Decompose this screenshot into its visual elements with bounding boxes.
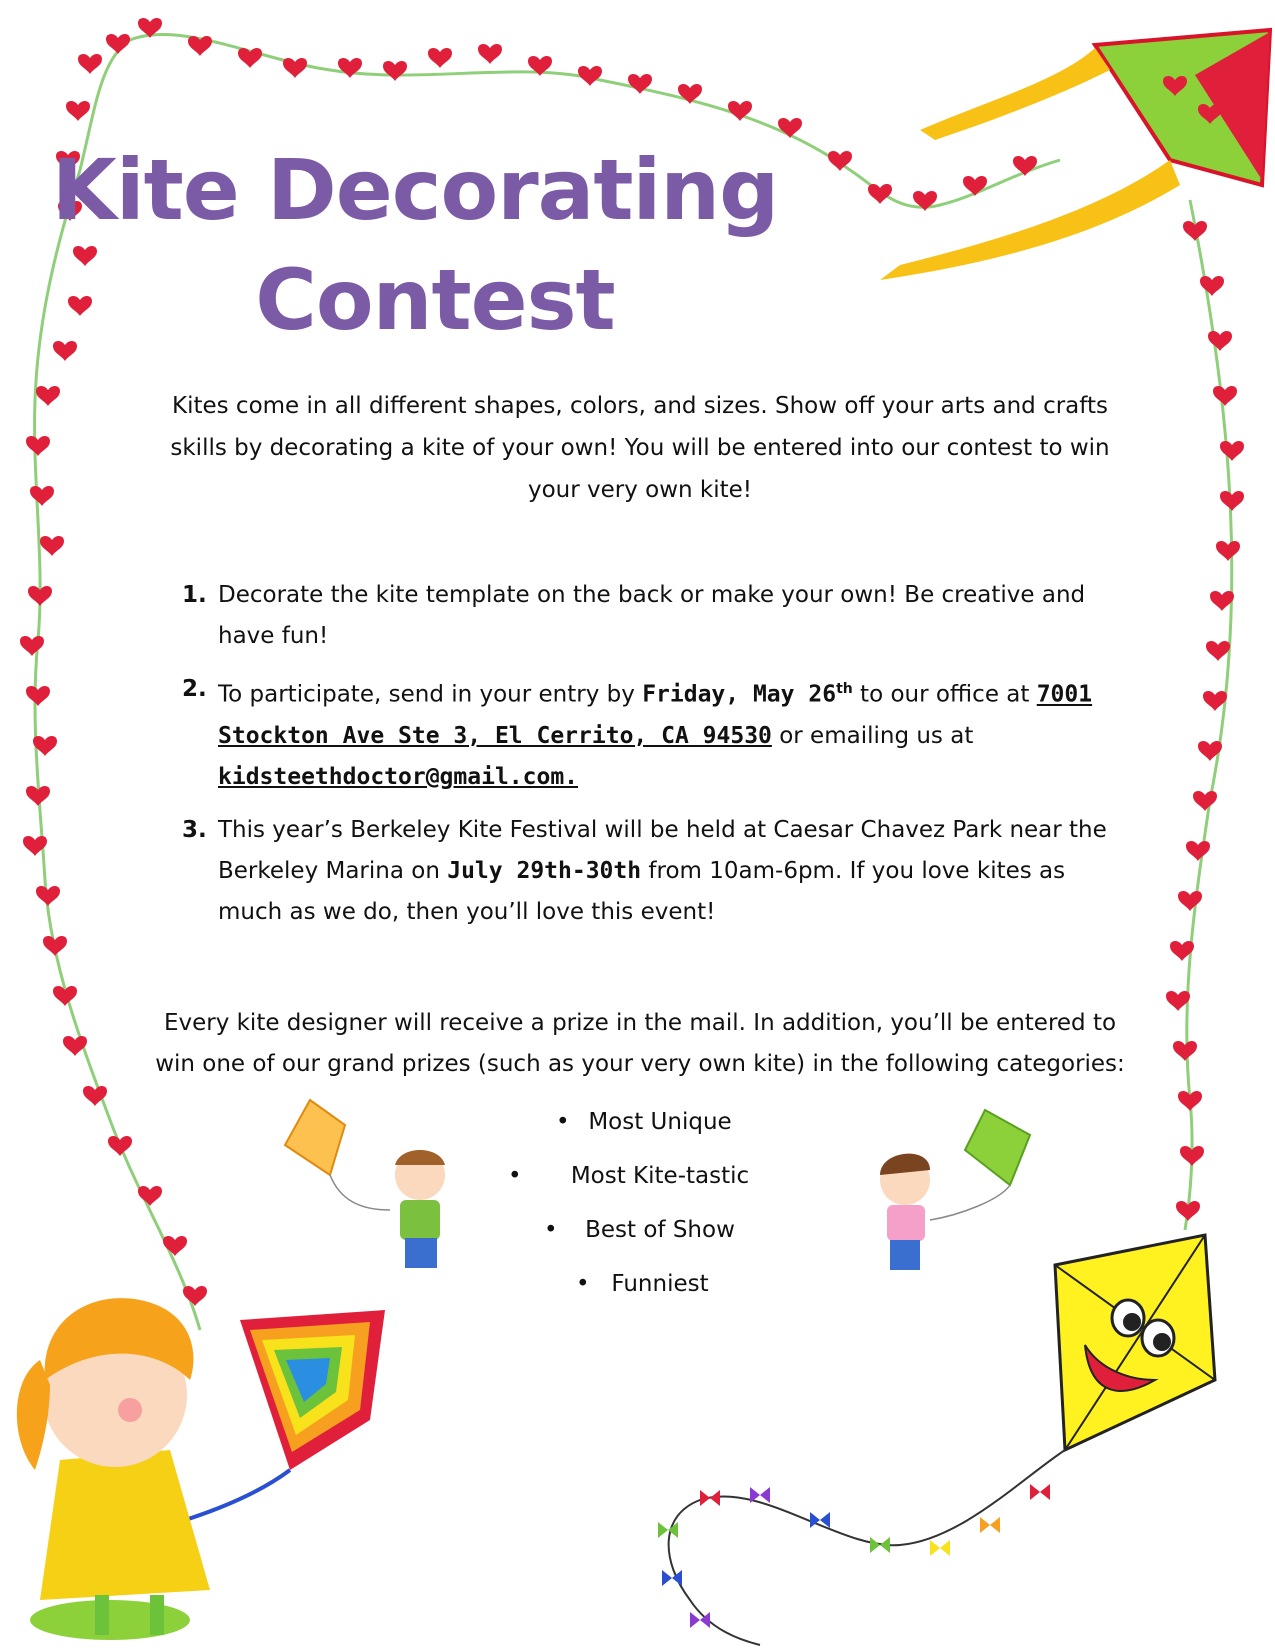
intro-paragraph: Kites come in all different shapes, colors, and sizes. Show off your arts and crafts skills by decorating a kite of your own! You will be entered into our contest to win your very own kite! xyxy=(170,393,1110,503)
step-number: 3. xyxy=(182,816,207,843)
deadline-date-suffix: th xyxy=(836,681,853,697)
step-2 xyxy=(170,669,1120,798)
category-item: • Funniest xyxy=(520,1257,800,1311)
step-text-mid: to our office at xyxy=(852,681,1037,708)
title-line-2: Contest xyxy=(255,251,615,349)
steps-list xyxy=(170,575,1120,945)
deadline-date: Friday, May 26 xyxy=(642,681,837,708)
step-1 xyxy=(170,575,1120,657)
office-address: 7001 Stockton Ave Ste 3, El Cerrito, CA 94530 xyxy=(218,681,1093,749)
festival-dates: July 29th-30th xyxy=(447,857,642,884)
step-text: Decorate the kite template on the back or make your own! Be creative and have fun! xyxy=(218,582,1086,649)
step-text-post: from 10am-6pm. If you love kites as much as we do, then you’ll love this event! xyxy=(218,857,1066,925)
step-text-or: or emailing us at xyxy=(771,722,974,749)
girl-with-green-kite-illustration xyxy=(880,1110,1030,1270)
category-item: • Most Unique xyxy=(520,1095,800,1149)
category-item: • Most Kite-tastic xyxy=(520,1149,800,1203)
step-text-pre: To participate, send in your entry by xyxy=(218,681,643,708)
prizes-paragraph: Every kite designer will receive a prize in the mail. In addition, you’ll be entered to win one of our grand prizes (such as your very own kite) in the following categories: xyxy=(155,1010,1125,1077)
boy-with-kite-illustration xyxy=(285,1100,445,1268)
step-3 xyxy=(170,810,1120,933)
page-title xyxy=(0,135,830,355)
green-kite-icon xyxy=(880,30,1270,280)
category-item: • Best of Show xyxy=(520,1203,800,1257)
prize-categories-list xyxy=(520,1095,800,1311)
title-line-1: Kite Decorating xyxy=(51,141,779,239)
girl-with-kite-illustration xyxy=(17,1298,385,1640)
step-text-pre: This year’s Berkeley Kite Festival will be held at Caesar Chavez Park near the Berkeley Marina on xyxy=(218,816,1107,884)
email-link[interactable]: kidsteethdoctor@gmail.com. xyxy=(218,763,579,790)
step-number: 2. xyxy=(182,676,207,702)
step-number: 1. xyxy=(182,582,207,608)
